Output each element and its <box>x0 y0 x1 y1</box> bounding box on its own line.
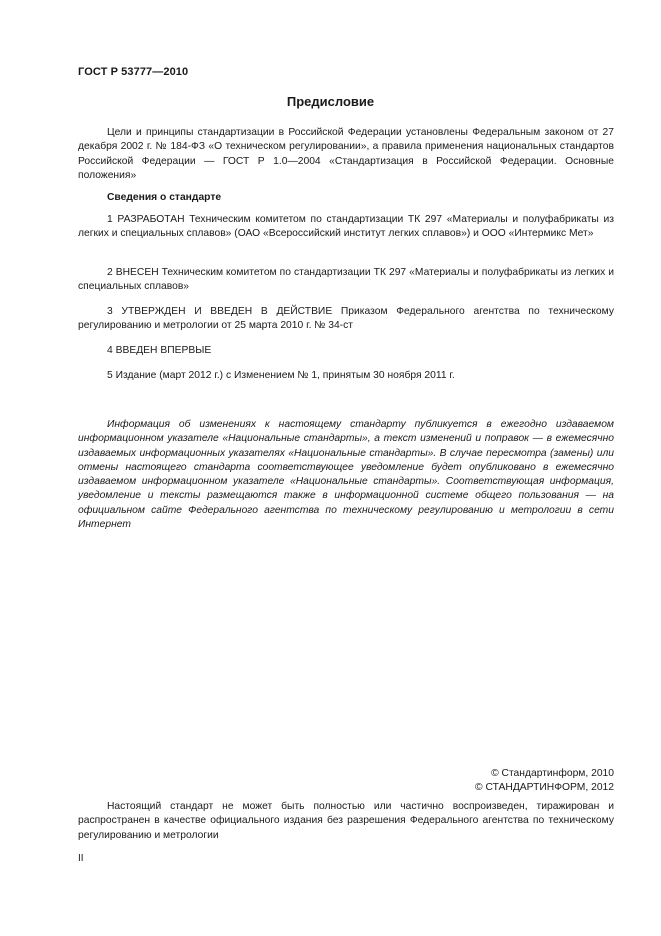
standard-code: ГОСТ Р 53777—2010 <box>78 66 189 78</box>
notice-text: Информация об изменениях к настоящему стандарту публикуется в ежегодно издаваемом информационном указателе «Национальные стандарты», а текст изменений и поправок — в ежемесячно издаваемых информационных указателях «Национальные стандарты». В случае пересмотра (замены) или отмены настоящего стандарта соответствующее уведомление будет опубликовано в ежемесячно издаваемом информационном указателе «Национальные стандарты». Соответствующая информация, уведомление и тексты размещаются также в информационной системе общего пользования — на официальном сайте Федерального агентства по техническому регулированию и метрологии в сети Интернет <box>78 419 614 531</box>
info-item-2-text: 2 ВНЕСЕН Техническим комитетом по стандартизации ТК 297 «Материалы и полуфабрикаты из легких и специальных сплавов» <box>78 267 614 293</box>
info-item-1-text: 1 РАЗРАБОТАН Техническим комитетом по стандартизации ТК 297 «Материалы и полуфабрикаты из легких и специальных сплавов» (ОАО «Всероссийский институт легких сплавов») и ООО «Интермикс Мет» <box>78 214 614 240</box>
info-item-4 <box>78 344 614 358</box>
info-item-3 <box>78 305 614 334</box>
copyright-line-1: © Стандартинформ, 2010 <box>491 768 614 779</box>
info-item-5 <box>78 369 614 383</box>
reproduction-notice <box>78 800 614 843</box>
info-heading: Сведения о стандарте <box>107 192 222 203</box>
info-item-3-text: 3 УТВЕРЖДЕН И ВВЕДЕН В ДЕЙСТВИЕ Приказом Федерального агентства по техническому регулированию и метрологии от 25 марта 2010 г. № 34-ст <box>78 306 614 332</box>
page-title: Предисловие <box>286 94 375 109</box>
intro-paragraph <box>78 126 614 183</box>
reproduction-notice-text: Настоящий стандарт не может быть полностью или частично воспроизведен, тиражирован и распространен в качестве официального издания без разрешения Федерального агентства по техническому регулированию и метрологии <box>78 801 614 841</box>
notice-paragraph <box>78 418 614 532</box>
copyright-block <box>475 767 614 794</box>
copyright-line-2: © СТАНДАРТИНФОРМ, 2012 <box>475 781 614 793</box>
info-item-5-text: 5 Издание (март 2012 г.) с Изменением № 1, принятым 30 ноября 2011 г. <box>107 370 455 381</box>
info-item-4-text: 4 ВВЕДЕН ВПЕРВЫЕ <box>107 345 212 356</box>
page-number: II <box>78 853 84 864</box>
intro-text: Цели и принципы стандартизации в Российской Федерации установлены Федеральным законом от 27 декабря 2002 г. № 184-ФЗ «О техническом регулировании», а правила применения национальных стандартов Российской Федерации — ГОСТ Р 1.0—2004 «Стандартизация в Российской Федерации. Основные положения» <box>78 127 614 181</box>
info-item-2 <box>78 266 614 295</box>
info-item-1 <box>78 213 614 242</box>
